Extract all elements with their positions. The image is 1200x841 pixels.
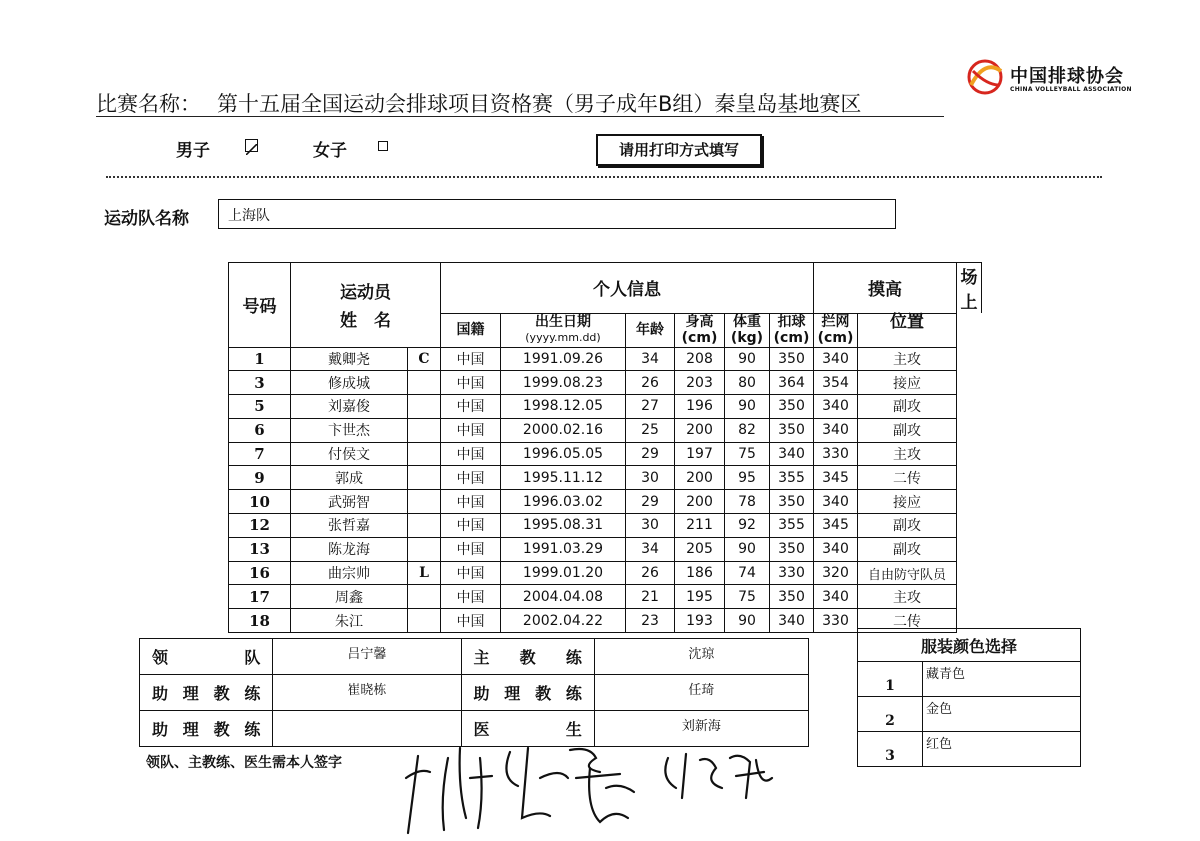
player-block-reach: 330 bbox=[814, 609, 858, 633]
assistant-coach-value-1[interactable]: 崔晓栋 bbox=[273, 675, 461, 711]
player-position: 自由防守队员 bbox=[858, 561, 957, 585]
player-name: 朱江 bbox=[291, 609, 408, 633]
header-age: 年龄 bbox=[626, 313, 675, 347]
player-name: 周鑫 bbox=[291, 585, 408, 609]
player-spike-reach: 364 bbox=[770, 371, 814, 395]
male-label: 男子 bbox=[176, 141, 210, 161]
player-weight: 75 bbox=[725, 585, 770, 609]
player-nationality: 中国 bbox=[441, 561, 501, 585]
player-number: 9 bbox=[229, 466, 291, 490]
player-block-reach: 340 bbox=[814, 418, 858, 442]
player-position: 副攻 bbox=[858, 418, 957, 442]
player-height: 196 bbox=[675, 395, 725, 419]
header-position-sub: 位置 bbox=[858, 313, 957, 347]
assistant-coach-value-2[interactable]: 任琦 bbox=[594, 675, 808, 711]
player-position: 二传 bbox=[858, 609, 957, 633]
assistant-coach-label-1: 助理教练 bbox=[140, 675, 273, 711]
player-age: 26 bbox=[626, 561, 675, 585]
uniform-option-color[interactable]: 金色 bbox=[923, 697, 1081, 732]
player-weight: 74 bbox=[725, 561, 770, 585]
check-mark-icon bbox=[246, 144, 257, 155]
player-height: 203 bbox=[675, 371, 725, 395]
leader-value[interactable]: 吕宁馨 bbox=[273, 639, 461, 675]
player-spike-reach: 350 bbox=[770, 490, 814, 514]
logo-subtitle: CHINA VOLLEYBALL ASSOCIATION bbox=[1010, 86, 1132, 93]
player-position: 副攻 bbox=[858, 395, 957, 419]
player-name: 卞世杰 bbox=[291, 418, 408, 442]
player-mark bbox=[408, 442, 441, 466]
header-weight-title: 体重 bbox=[733, 314, 761, 330]
roster-table bbox=[228, 262, 982, 633]
player-block-reach: 340 bbox=[814, 585, 858, 609]
player-nationality: 中国 bbox=[441, 537, 501, 561]
player-nationality: 中国 bbox=[441, 466, 501, 490]
table-row bbox=[229, 395, 982, 419]
table-row bbox=[229, 466, 982, 490]
player-nationality: 中国 bbox=[441, 442, 501, 466]
player-nationality: 中国 bbox=[441, 585, 501, 609]
match-name: 第十五届全国运动会排球项目资格赛（男子成年B组）秦皇岛基地赛区 bbox=[217, 92, 862, 116]
player-block-reach: 340 bbox=[814, 490, 858, 514]
table-row bbox=[229, 514, 982, 538]
player-name: 郭成 bbox=[291, 466, 408, 490]
header-block bbox=[814, 313, 858, 347]
player-weight: 90 bbox=[725, 609, 770, 633]
player-number: 3 bbox=[229, 371, 291, 395]
player-height: 193 bbox=[675, 609, 725, 633]
header-weight-unit: (kg) bbox=[730, 330, 764, 346]
player-spike-reach: 350 bbox=[770, 395, 814, 419]
match-label: 比赛名称： bbox=[96, 92, 201, 116]
team-name-field[interactable] bbox=[218, 199, 896, 229]
assistant-coach-label-3: 助理教练 bbox=[140, 711, 273, 747]
player-age: 21 bbox=[626, 585, 675, 609]
head-coach-value[interactable]: 沈琼 bbox=[594, 639, 808, 675]
signature-note: 领队、主教练、医生需本人签字 bbox=[146, 755, 342, 771]
player-mark bbox=[408, 371, 441, 395]
player-number: 13 bbox=[229, 537, 291, 561]
player-mark bbox=[408, 395, 441, 419]
player-birth-date: 2004.04.08 bbox=[501, 585, 626, 609]
table-row bbox=[229, 371, 982, 395]
player-height: 211 bbox=[675, 514, 725, 538]
player-name: 陈龙海 bbox=[291, 537, 408, 561]
player-name: 修成城 bbox=[291, 371, 408, 395]
player-number: 7 bbox=[229, 442, 291, 466]
player-age: 30 bbox=[626, 466, 675, 490]
player-name: 付侯文 bbox=[291, 442, 408, 466]
player-weight: 78 bbox=[725, 490, 770, 514]
player-nationality: 中国 bbox=[441, 395, 501, 419]
player-birth-date: 1998.12.05 bbox=[501, 395, 626, 419]
player-spike-reach: 340 bbox=[770, 609, 814, 633]
player-nationality: 中国 bbox=[441, 490, 501, 514]
header-spike-unit: (cm) bbox=[773, 330, 810, 346]
header-block-unit: (cm) bbox=[817, 330, 854, 346]
player-position: 主攻 bbox=[858, 442, 957, 466]
player-weight: 80 bbox=[725, 371, 770, 395]
player-number: 16 bbox=[229, 561, 291, 585]
player-spike-reach: 340 bbox=[770, 442, 814, 466]
player-weight: 90 bbox=[725, 537, 770, 561]
handwritten-signatures bbox=[400, 738, 790, 838]
table-row bbox=[229, 561, 982, 585]
player-name: 刘嘉俊 bbox=[291, 395, 408, 419]
player-block-reach: 354 bbox=[814, 371, 858, 395]
player-height: 186 bbox=[675, 561, 725, 585]
player-weight: 82 bbox=[725, 418, 770, 442]
player-birth-date: 1996.03.02 bbox=[501, 490, 626, 514]
table-row bbox=[229, 347, 982, 371]
player-mark bbox=[408, 514, 441, 538]
player-spike-reach: 350 bbox=[770, 585, 814, 609]
female-checkbox[interactable] bbox=[378, 141, 388, 151]
player-number: 10 bbox=[229, 490, 291, 514]
player-spike-reach: 350 bbox=[770, 418, 814, 442]
table-row bbox=[229, 585, 982, 609]
player-name: 张哲嘉 bbox=[291, 514, 408, 538]
player-spike-reach: 355 bbox=[770, 514, 814, 538]
player-birth-date: 1995.08.31 bbox=[501, 514, 626, 538]
player-position: 接应 bbox=[858, 490, 957, 514]
player-age: 25 bbox=[626, 418, 675, 442]
player-weight: 90 bbox=[725, 395, 770, 419]
leader-label: 领队 bbox=[140, 639, 273, 675]
player-height: 200 bbox=[675, 418, 725, 442]
player-block-reach: 340 bbox=[814, 347, 858, 371]
header-block-title: 拦网 bbox=[821, 314, 850, 330]
player-birth-date: 1995.11.12 bbox=[501, 466, 626, 490]
header-personal-info: 个人信息 bbox=[441, 263, 814, 314]
player-mark bbox=[408, 609, 441, 633]
player-number: 1 bbox=[229, 347, 291, 371]
table-row bbox=[229, 537, 982, 561]
header-athlete-name: 姓 名 bbox=[291, 313, 441, 347]
player-name: 曲宗帅 bbox=[291, 561, 408, 585]
player-number: 18 bbox=[229, 609, 291, 633]
player-spike-reach: 355 bbox=[770, 466, 814, 490]
uniform-option-color[interactable]: 红色 bbox=[923, 732, 1081, 767]
roster-body bbox=[229, 347, 982, 633]
uniform-option-number: 3 bbox=[858, 732, 923, 767]
head-coach-label: 主教练 bbox=[461, 639, 594, 675]
header-number: 号码 bbox=[229, 263, 291, 348]
player-mark bbox=[408, 537, 441, 561]
logo-title: 中国排球协会 bbox=[1010, 66, 1124, 87]
player-birth-date: 1991.03.29 bbox=[501, 537, 626, 561]
match-title bbox=[96, 88, 861, 118]
player-number: 17 bbox=[229, 585, 291, 609]
header-athlete: 运动员 bbox=[291, 263, 441, 314]
staff-table bbox=[139, 638, 809, 747]
assistant-coach-label-2: 助理教练 bbox=[461, 675, 594, 711]
player-age: 34 bbox=[626, 537, 675, 561]
player-block-reach: 330 bbox=[814, 442, 858, 466]
player-number: 6 bbox=[229, 418, 291, 442]
header-weight bbox=[725, 313, 770, 347]
player-weight: 75 bbox=[725, 442, 770, 466]
player-age: 29 bbox=[626, 490, 675, 514]
header-spike-title: 扣球 bbox=[777, 314, 806, 330]
player-nationality: 中国 bbox=[441, 609, 501, 633]
uniform-color-table bbox=[857, 628, 1081, 767]
player-spike-reach: 330 bbox=[770, 561, 814, 585]
player-height: 205 bbox=[675, 537, 725, 561]
player-block-reach: 340 bbox=[814, 537, 858, 561]
header-position: 场上 bbox=[957, 263, 982, 314]
table-row bbox=[229, 442, 982, 466]
player-mark bbox=[408, 585, 441, 609]
player-number: 12 bbox=[229, 514, 291, 538]
player-nationality: 中国 bbox=[441, 418, 501, 442]
player-position: 副攻 bbox=[858, 537, 957, 561]
doctor-value[interactable]: 刘新海 bbox=[594, 711, 808, 747]
table-row bbox=[229, 418, 982, 442]
header-birth bbox=[501, 313, 626, 347]
player-position: 主攻 bbox=[858, 585, 957, 609]
dotted-divider bbox=[106, 176, 1102, 178]
player-age: 27 bbox=[626, 395, 675, 419]
player-name: 戴卿尧 bbox=[291, 347, 408, 371]
player-height: 197 bbox=[675, 442, 725, 466]
player-spike-reach: 350 bbox=[770, 537, 814, 561]
player-mark bbox=[408, 418, 441, 442]
player-height: 200 bbox=[675, 490, 725, 514]
player-weight: 95 bbox=[725, 466, 770, 490]
uniform-option-color[interactable]: 藏青色 bbox=[923, 662, 1081, 697]
player-height: 208 bbox=[675, 347, 725, 371]
header-height-title: 身高 bbox=[685, 314, 714, 330]
player-age: 29 bbox=[626, 442, 675, 466]
player-position: 主攻 bbox=[858, 347, 957, 371]
player-mark bbox=[408, 490, 441, 514]
player-birth-date: 2000.02.16 bbox=[501, 418, 626, 442]
player-mark bbox=[408, 466, 441, 490]
player-mark: C bbox=[408, 347, 441, 371]
player-birth-date: 1999.08.23 bbox=[501, 371, 626, 395]
print-instruction-box: 请用打印方式填写 bbox=[596, 134, 762, 166]
female-label: 女子 bbox=[313, 141, 347, 161]
player-age: 26 bbox=[626, 371, 675, 395]
player-block-reach: 340 bbox=[814, 395, 858, 419]
player-age: 34 bbox=[626, 347, 675, 371]
player-position: 副攻 bbox=[858, 514, 957, 538]
player-mark: L bbox=[408, 561, 441, 585]
player-block-reach: 345 bbox=[814, 514, 858, 538]
player-block-reach: 345 bbox=[814, 466, 858, 490]
header-birth-format: (yyyy.mm.dd) bbox=[525, 331, 601, 344]
player-birth-date: 1999.01.20 bbox=[501, 561, 626, 585]
player-block-reach: 320 bbox=[814, 561, 858, 585]
header-nationality: 国籍 bbox=[441, 313, 501, 347]
player-birth-date: 1991.09.26 bbox=[501, 347, 626, 371]
header-reach: 摸高 bbox=[814, 263, 957, 314]
player-age: 30 bbox=[626, 514, 675, 538]
player-name: 武弼智 bbox=[291, 490, 408, 514]
male-checkbox[interactable] bbox=[245, 139, 258, 152]
doctor-label: 医生 bbox=[461, 711, 594, 747]
player-birth-date: 1996.05.05 bbox=[501, 442, 626, 466]
player-nationality: 中国 bbox=[441, 514, 501, 538]
player-nationality: 中国 bbox=[441, 371, 501, 395]
title-underline bbox=[96, 116, 944, 117]
player-weight: 92 bbox=[725, 514, 770, 538]
player-weight: 90 bbox=[725, 347, 770, 371]
uniform-option-number: 2 bbox=[858, 697, 923, 732]
uniform-option-number: 1 bbox=[858, 662, 923, 697]
player-position: 二传 bbox=[858, 466, 957, 490]
header-spike bbox=[770, 313, 814, 347]
header-height-unit: (cm) bbox=[681, 330, 718, 346]
player-number: 5 bbox=[229, 395, 291, 419]
player-age: 23 bbox=[626, 609, 675, 633]
team-name-value: 上海队 bbox=[228, 208, 270, 224]
uniform-color-title: 服装颜色选择 bbox=[858, 629, 1081, 662]
table-row bbox=[229, 490, 982, 514]
team-name-label: 运动队名称 bbox=[104, 209, 189, 229]
header-height bbox=[675, 313, 725, 347]
player-position: 接应 bbox=[858, 371, 957, 395]
player-spike-reach: 350 bbox=[770, 347, 814, 371]
player-height: 195 bbox=[675, 585, 725, 609]
header-birth-title: 出生日期 bbox=[535, 314, 591, 330]
player-birth-date: 2002.04.22 bbox=[501, 609, 626, 633]
player-nationality: 中国 bbox=[441, 347, 501, 371]
player-height: 200 bbox=[675, 466, 725, 490]
